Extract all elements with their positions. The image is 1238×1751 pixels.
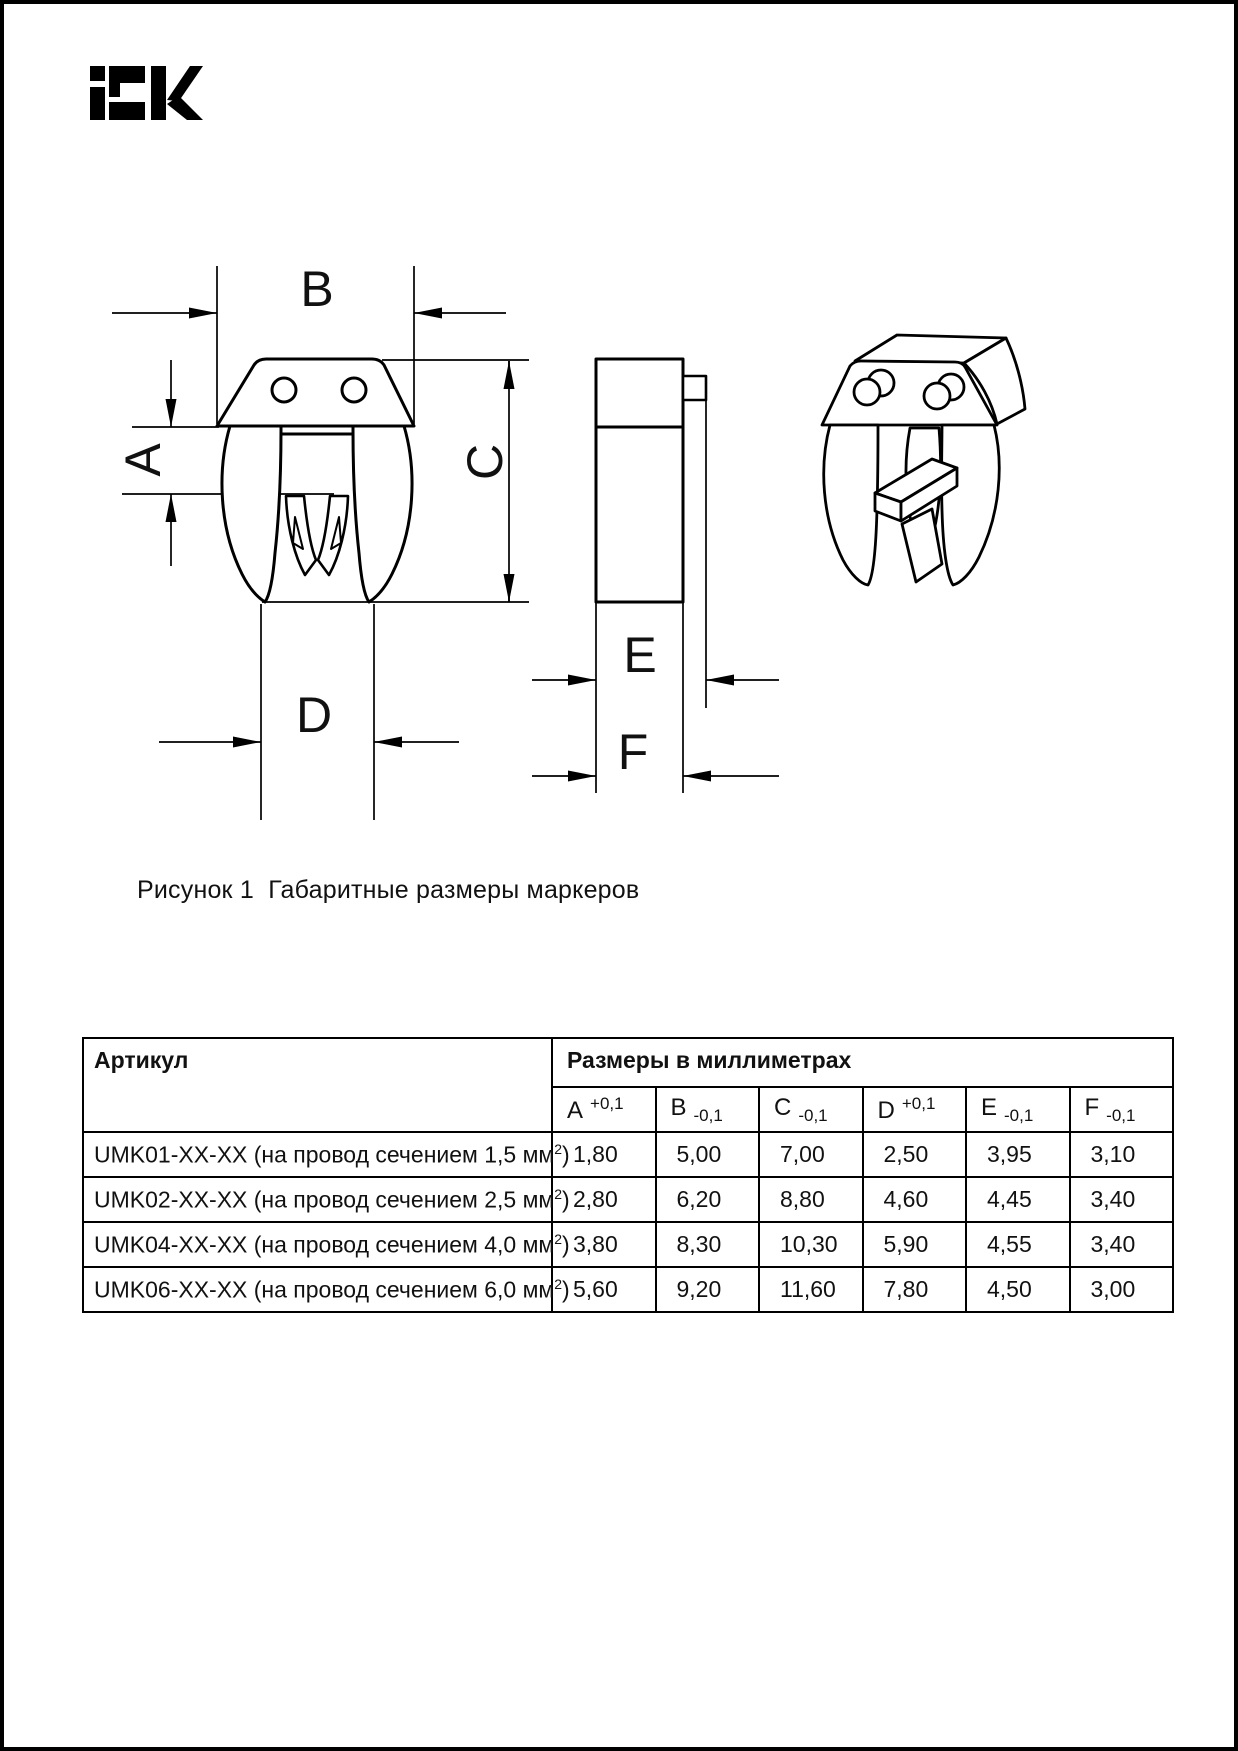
dimensions-table-body <box>83 1132 1173 1312</box>
article-cell: UMK06-XX-XX (на провод сечением 6,0 $мм^2$) <box>83 1267 552 1312</box>
dimensions-table <box>82 1037 1174 1313</box>
dim-label-c: C <box>457 443 513 481</box>
value-cell: 2,50 <box>863 1132 967 1177</box>
table-row <box>83 1132 1173 1177</box>
value-cell: 4,45 <box>966 1177 1070 1222</box>
value-cell: 7,00 <box>759 1132 863 1177</box>
table-row <box>83 1267 1173 1312</box>
dim-label-e: E <box>623 627 657 683</box>
value-cell: 3,10 <box>1070 1132 1174 1177</box>
dim-column-header <box>759 1087 863 1132</box>
value-cell: 5,90 <box>863 1222 967 1267</box>
dim-column-header <box>1070 1087 1174 1132</box>
value-cell: 3,95 <box>966 1132 1070 1177</box>
value-cell: 10,30 <box>759 1222 863 1267</box>
article-cell: UMK01-XX-XX (на провод сечением 1,5 $мм^2$) <box>83 1132 552 1177</box>
value-cell: 6,20 <box>656 1177 760 1222</box>
dim-label-a: A <box>115 443 171 477</box>
technical-drawing <box>4 4 1238 834</box>
value-cell: 4,50 <box>966 1267 1070 1312</box>
sizes-group-header: Размеры в миллиметрах <box>552 1038 1173 1087</box>
article-column-header: Артикул <box>83 1038 552 1132</box>
dim-letter: F <box>1084 1093 1100 1121</box>
figure-caption: Рисунок 1 Габаритные размеры маркеров <box>137 876 640 904</box>
dim-label-d: D <box>295 687 333 743</box>
dim-column-header <box>656 1087 760 1132</box>
marker-front-view <box>217 359 414 602</box>
dim-tolerance: -0,1 <box>798 1105 828 1125</box>
dim-letter: C <box>774 1093 792 1121</box>
value-cell: 4,55 <box>966 1222 1070 1267</box>
dim-column-header <box>863 1087 967 1132</box>
dim-tolerance: -0,1 <box>693 1105 723 1125</box>
value-cell: 8,80 <box>759 1177 863 1222</box>
dim-label-b: B <box>300 261 334 317</box>
dim-tolerance: -0,1 <box>1004 1105 1034 1125</box>
dim-tolerance: -0,1 <box>1106 1105 1136 1125</box>
dim-tolerance: +0,1 <box>590 1094 624 1113</box>
table-row <box>83 1177 1173 1222</box>
marker-side-view <box>596 359 706 602</box>
value-cell: 8,30 <box>656 1222 760 1267</box>
value-cell: 1,80 <box>552 1132 656 1177</box>
dim-letter: A <box>567 1097 584 1124</box>
dim-label-f: F <box>617 724 649 780</box>
table-row <box>83 1222 1173 1267</box>
dim-tolerance: +0,1 <box>901 1094 936 1113</box>
value-cell: 9,20 <box>656 1267 760 1312</box>
value-cell: 11,60 <box>759 1267 863 1312</box>
value-cell: 4,60 <box>863 1177 967 1222</box>
table-header-row <box>83 1038 1173 1087</box>
value-cell: 5,60 <box>552 1267 656 1312</box>
value-cell: 2,80 <box>552 1177 656 1222</box>
dim-letter: B <box>670 1093 687 1121</box>
value-cell: 7,80 <box>863 1267 967 1312</box>
dim-letter: D <box>877 1097 895 1124</box>
value-cell: 3,40 <box>1070 1222 1174 1267</box>
iek-logo <box>90 66 203 120</box>
dim-column-header <box>966 1087 1070 1132</box>
article-cell: UMK02-XX-XX (на провод сечением 2,5 $мм^2$) <box>83 1177 552 1222</box>
value-cell: 3,00 <box>1070 1267 1174 1312</box>
value-cell: 3,40 <box>1070 1177 1174 1222</box>
article-cell: UMK04-XX-XX (на провод сечением 4,0 $мм^2$) <box>83 1222 552 1267</box>
value-cell: 5,00 <box>656 1132 760 1177</box>
value-cell: 3,80 <box>552 1222 656 1267</box>
dim-letter: E <box>981 1093 998 1121</box>
marker-3d-view <box>822 335 1025 585</box>
dim-column-header <box>552 1087 656 1132</box>
